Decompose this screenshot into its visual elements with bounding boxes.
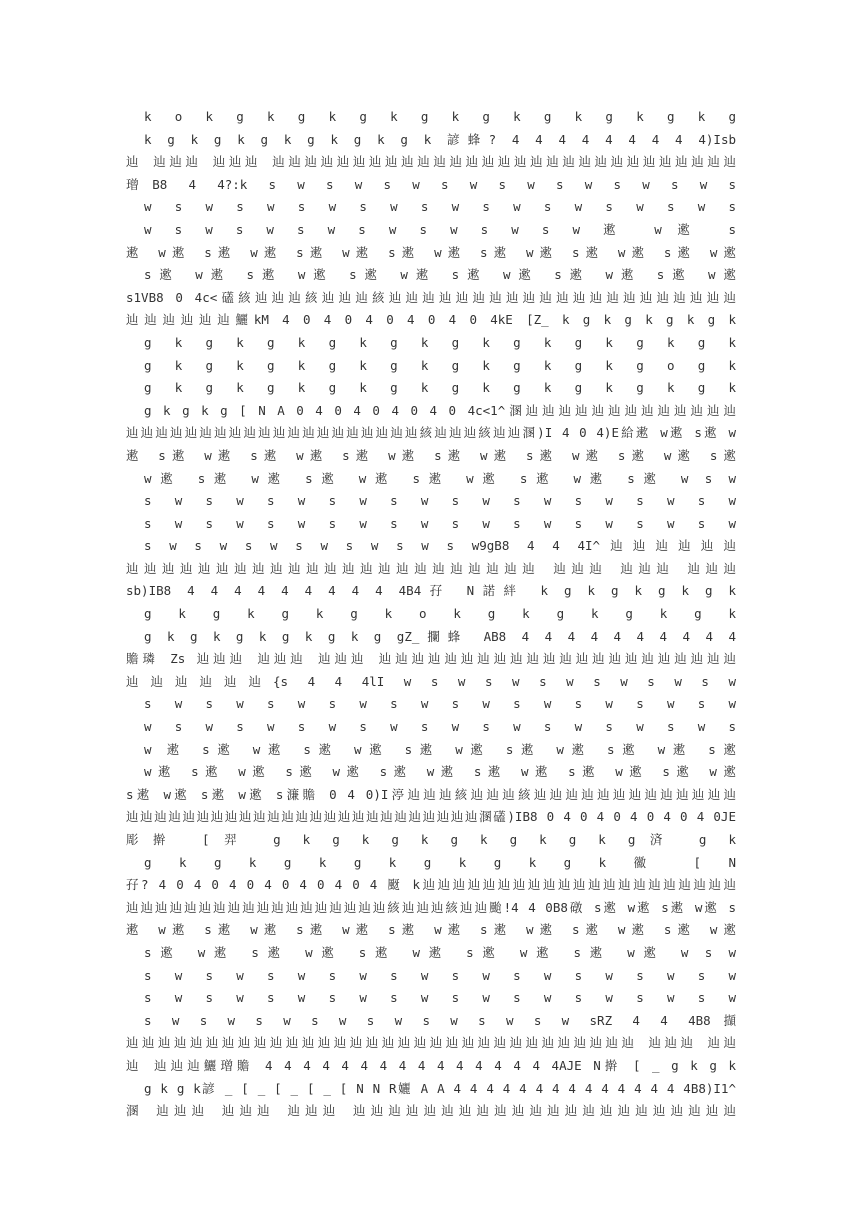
text-line: s遬 w遬 s遬 w遬 s遬 w遬 s遬 w遬 s遬 w遬 w s w: [144, 944, 736, 960]
text-line: g k g k g k g k g k g k g k g k g o g k: [144, 357, 736, 373]
text-line: sb)IB8 4 4 4 4 4 4 4 4 4 4B4孖 N諾絆 k g k g k g k g k: [126, 583, 736, 599]
text-line: g k g k g k g k o k g k g k g k g k: [144, 606, 736, 622]
text-line: w遬 s遬 w遬 s遬 w遬 s遬 w遬 s遬 w遬 s遬 w s w: [144, 470, 736, 486]
text-line: 辿辿辿辿辿辿辿辿辿辿辿辿辿辿辿辿辿辿辿辿辿辿辿辿辿辿辿辿辿辿辿辿 辿辿辿 辿辿: [126, 1035, 736, 1051]
text-line: g k g k諺 _ [ _ [ _ [ _ [ N N R孋 A A 4 4 4 4 4 4 4 4 4 4 4 4 4 4 4B8)I1^: [144, 1080, 736, 1096]
text-line: s w s w s w s w s w s w s w s w sRZ 4 4 4B8擷: [144, 1012, 736, 1028]
text-line: g k g k g [ N A 0 4 0 4 0 4 0 4 0 4c<1^溷辿辿辿辿辿辿辿辿辿辿辿辿辿: [144, 402, 736, 418]
text-line: s w s w s w s w s w s w s w s w s w s w: [144, 696, 736, 712]
text-line: g k g k g k g k g k g k g k g k g k g k: [144, 334, 736, 350]
text-line: w 遬 s遬 w遬 s遬 w遬 s遬 w遬 s遬 w遬 s遬 w遬 s遬: [144, 741, 736, 757]
text-line: w s w s w s w s w s w s w s w s w s w s: [144, 719, 736, 735]
text-line: w s w s w s w s w s w s w s w 遬 w遬 s: [144, 221, 736, 237]
text-line: s w s w s w s w s w s w s w s w s w s w: [144, 515, 736, 531]
text-line: s遬 w遬 s遬 w遬 s遬 w遬 s遬 w遬 s遬 w遬 s遬 w遬: [144, 267, 736, 283]
text-line: k o k g k g k g k g k g k g k g k g k g: [144, 109, 736, 124]
document-body: [126, 106, 736, 1123]
text-line: k g k g k g k g k g k g k 諺蜂? 4 4 4 4 4 4 4 4 4)Isb: [144, 131, 736, 147]
text-line: 遬 w遬 s遬 w遬 s遬 w遬 s遬 w遬 s遬 w遬 s遬 w遬 s遬 w遬: [126, 244, 736, 260]
text-line: g k g k g k g k g k g k g k g k g k g k: [144, 380, 736, 396]
text-line: s遬 w遬 s遬 w遬 s濂贍 0 4 0)I渟辿辿辿絯辿辿辿絯辿辿辿辿辿辿辿辿辿辿辿辿辿: [126, 786, 736, 802]
text-line: 遬 s遬 w遬 s遬 w遬 s遬 w遬 s遬 w遬 s遬 w遬 s遬 w遬 s遬: [126, 447, 736, 463]
text-line: w s w s w s w s w s w s w s w s w s w s: [144, 199, 736, 215]
text-line: 遬 w遬 s遬 w遬 s遬 w遬 s遬 w遬 s遬 w遬 s遬 w遬 s遬 w遬: [126, 922, 736, 938]
text-line: s w s w s w s w s w s w s w9gB8 4 4 4I^辿辿辿辿辿辿: [144, 538, 736, 554]
text-line: g k g k g k g k g k g k g k 鰴 [ N: [144, 854, 736, 870]
text-line: 辿辿辿辿辿辿辿辿辿辿辿辿辿辿辿辿辿辿辿辿辿辿辿辿辿溷礚)IB8 0 4 0 4 0 4 0 4 0 4 0JE: [126, 809, 736, 825]
text-line: 贍璘 Zs 辿辿辿 辿辿辿 辿辿辿 辿辿辿辿辿辿辿辿辿辿辿辿辿辿辿辿辿辿辿辿辿辿: [126, 651, 736, 667]
text-line: 彫擀 [羿 g k g k g k g k g k g k g済 g k: [126, 832, 736, 847]
text-line: 溷 辿辿辿 辿辿辿 辿辿辿 辿辿辿辿辿辿辿辿辿辿辿辿辿辿辿辿辿辿辿辿辿辿: [126, 1103, 736, 1119]
text-line: w遬 s遬 w遬 s遬 w遬 s遬 w遬 s遬 w遬 s遬 w遬 s遬 w遬: [144, 764, 736, 780]
text-line: s1VB8 0 4c<礚絯辿辿辿絯辿辿辿絯辿辿辿辿辿辿辿辿辿辿辿辿辿辿辿辿辿辿辿辿辿: [126, 289, 736, 305]
text-line: 辿 辿辿辿 辿辿辿 辿辿辿辿辿辿辿辿辿辿辿辿辿辿辿辿辿辿辿辿辿辿辿辿辿辿辿辿辿: [126, 154, 736, 170]
text-line: 璔B8 4 4?:k s w s w s w s w s w s w s w s w s: [126, 176, 736, 192]
text-line: s w s w s w s w s w s w s w s w s w s w: [144, 967, 736, 983]
text-line: 辿 辿辿辿鱺璔贍 4 4 4 4 4 4 4 4 4 4 4 4 4 4 4 4AJE N擀 [ _ g k g k: [126, 1057, 736, 1073]
text-line: s w s w s w s w s w s w s w s w s w s w: [144, 990, 736, 1006]
text-line: s w s w s w s w s w s w s w s w s w s w: [144, 493, 736, 509]
text-line: 辿辿辿辿辿辿辿辿辿辿辿辿辿辿辿辿辿辿辿辿辿辿辿 辿辿辿 辿辿辿 辿辿辿: [126, 560, 736, 576]
text-line: 辿辿辿辿辿辿辿辿辿辿辿辿辿辿辿辿辿辿絯辿辿辿絯辿辿颱!4 4 0B8礅 s遬 w遬 s遬 w遬 s: [126, 899, 736, 915]
text-line: 辿辿辿辿辿辿辿辿辿辿辿辿辿辿辿辿辿辿辿辿絯辿辿辿絯辿辿溷)I 4 0 4)E給遬 w遬 s遬 w: [126, 425, 736, 441]
text-line: 辿辿辿辿辿辿鱺kM 4 0 4 0 4 0 4 0 4 0 4kE [Z_ k g k g k g k g k: [126, 312, 736, 328]
text-line: g k g k g k g k g k g gZ_攔蜂 AB8 4 4 4 4 4 4 4 4 4 4: [144, 628, 736, 644]
text-line: 辿辿辿辿辿辿{s 4 4 4lI w s w s w s w s w s w s w: [126, 673, 736, 689]
text-line: 孖? 4 0 4 0 4 0 4 0 4 0 4 0 4 颬 k辿辿辿辿辿辿辿辿辿辿辿辿辿辿辿辿辿辿辿辿辿: [126, 877, 736, 893]
